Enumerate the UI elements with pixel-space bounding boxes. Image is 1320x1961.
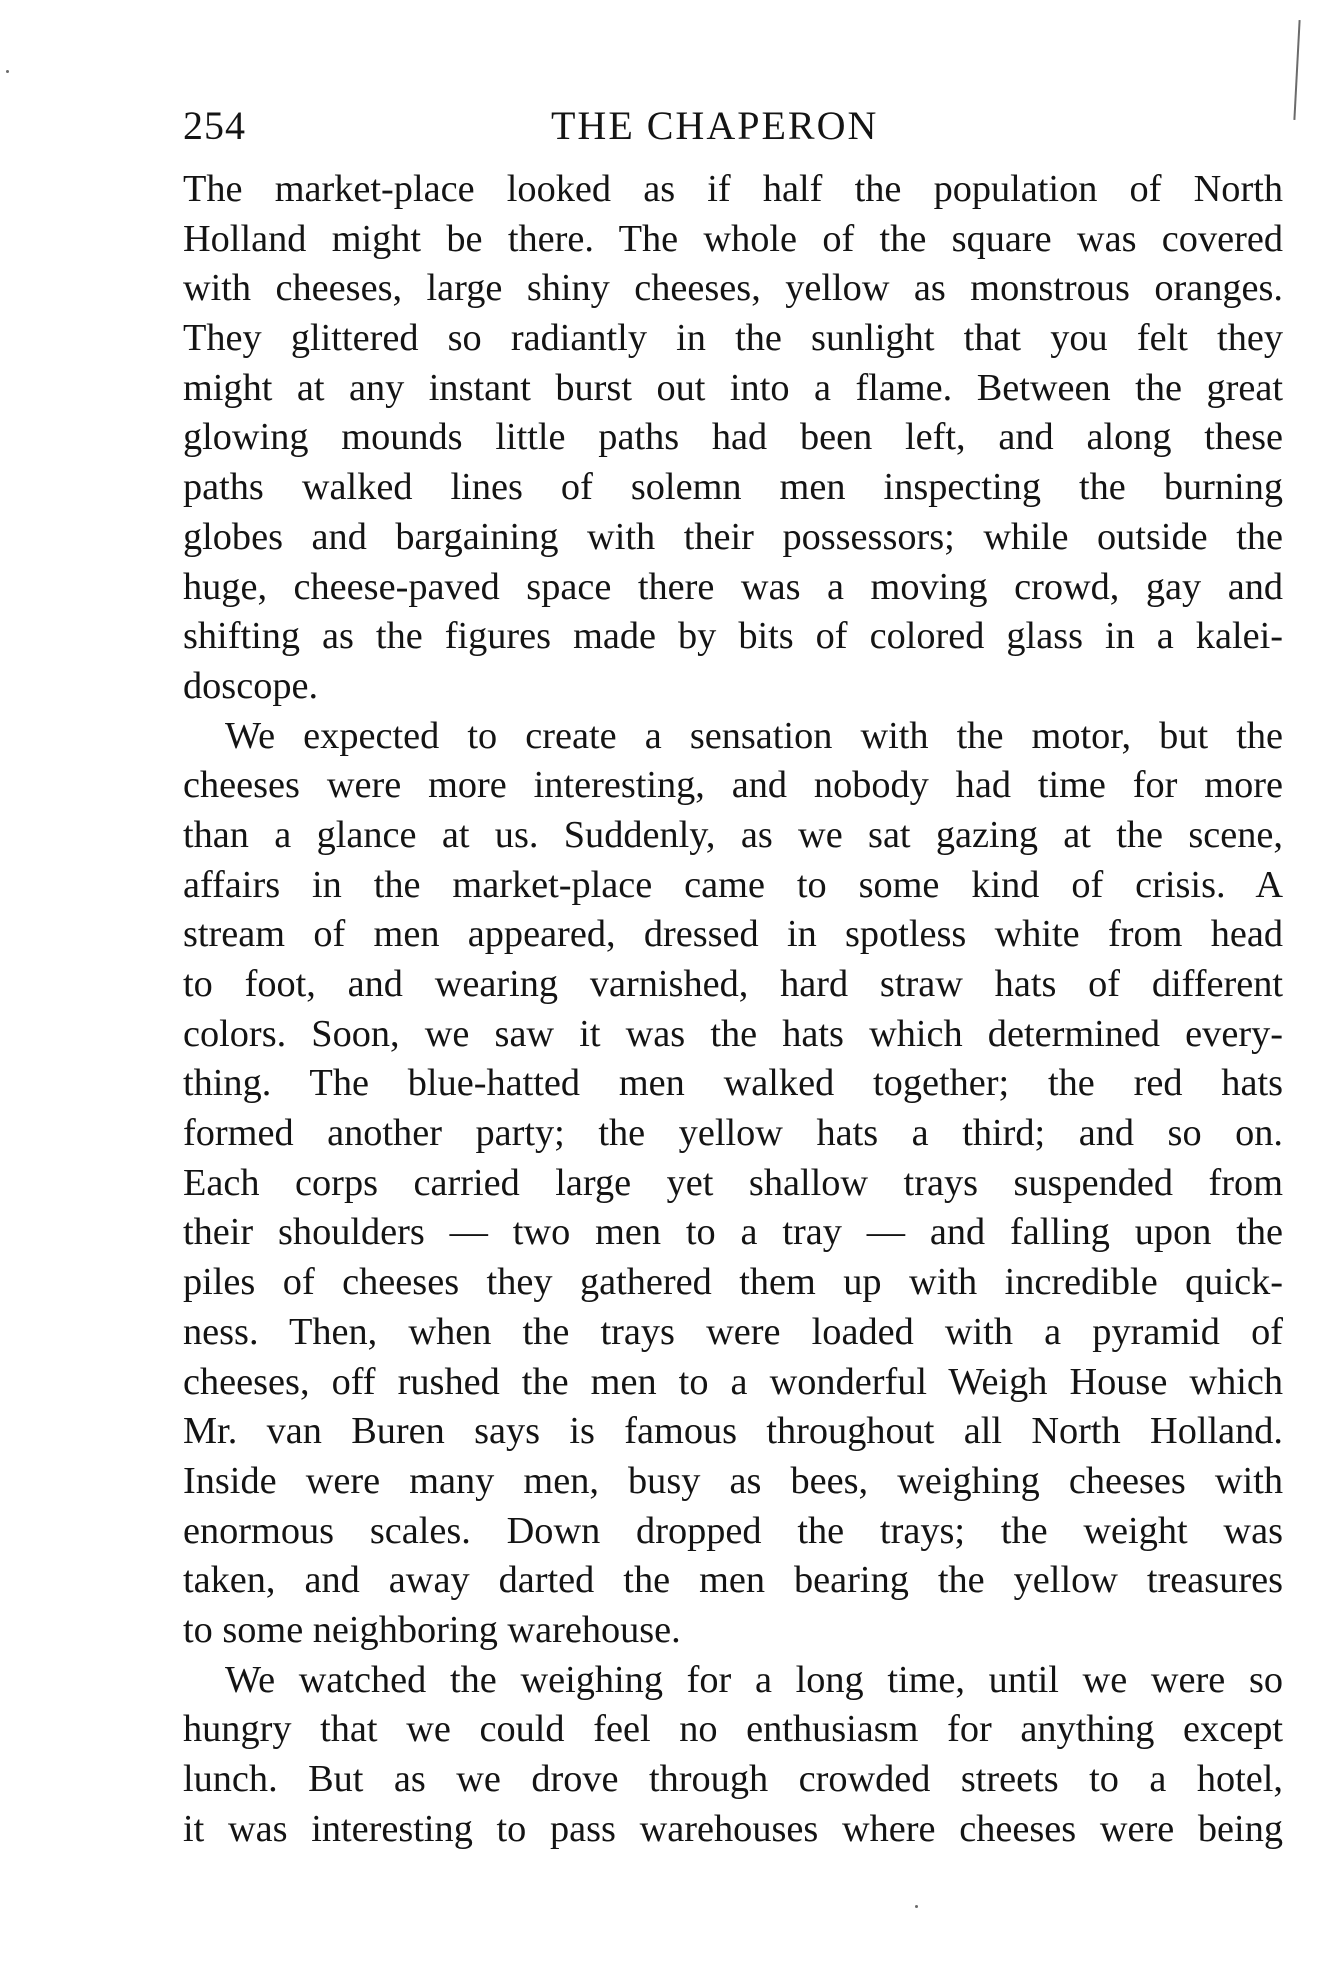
text-line: might at any instant burst out into a flame. Between the great: [183, 366, 1283, 409]
paragraph: [183, 712, 1283, 1656]
text-line: taken, and away darted the men bearing the yellow treasures: [183, 1559, 1283, 1602]
text-line: The market-place looked as if half the population of North: [183, 168, 1283, 210]
text-line: ness. Then, when the trays were loaded with a pyramid of: [183, 1310, 1283, 1353]
text-line: doscope.: [183, 664, 319, 707]
text-line: Mr. van Buren says is famous throughout all North Holland.: [183, 1410, 1283, 1453]
paragraph: [183, 1656, 1283, 1855]
text-line: stream of men appeared, dressed in spotless white from head: [183, 913, 1283, 956]
text-line: affairs in the market-place came to some kind of crisis. A: [183, 863, 1283, 906]
text-line: with cheeses, large shiny cheeses, yellow as monstrous oranges.: [183, 267, 1283, 310]
text-line: glowing mounds little paths had been left, and along these: [183, 416, 1283, 459]
text-line: enormous scales. Down dropped the trays; the weight was: [183, 1509, 1283, 1552]
text-line: piles of cheeses they gathered them up with incredible quick-: [183, 1261, 1283, 1304]
text-line: cheeses, off rushed the men to a wonderful Weigh House which: [183, 1360, 1283, 1403]
paragraph: [183, 165, 1283, 712]
scan-speck: [6, 70, 9, 73]
text-line: Each corps carried large yet shallow trays suspended from: [183, 1161, 1283, 1204]
text-line: shifting as the figures made by bits of colored glass in a kalei-: [183, 615, 1283, 658]
page-number: 254: [183, 103, 246, 148]
text-line: huge, cheese-paved space there was a moving crowd, gay and: [183, 565, 1283, 608]
text-line: paths walked lines of solemn men inspecting the burning: [183, 466, 1283, 509]
text-line: to foot, and wearing varnished, hard straw hats of different: [183, 963, 1283, 1005]
text-line: lunch. But as we drove through crowded streets to a hotel,: [183, 1758, 1283, 1800]
text-line: Inside were many men, busy as bees, weighing cheeses with: [183, 1459, 1283, 1502]
text-line: cheeses were more interesting, and nobody had time for more: [183, 764, 1283, 807]
text-line: than a glance at us. Suddenly, as we sat gazing at the scene,: [183, 813, 1283, 856]
text-line: thing. The blue-hatted men walked together; the red hats: [183, 1062, 1283, 1105]
text-line: it was interesting to pass warehouses where cheeses were being: [183, 1807, 1283, 1850]
text-line: hungry that we could feel no enthusiasm for anything except: [183, 1708, 1283, 1751]
text-line: to some neighboring warehouse.: [183, 1608, 681, 1651]
scan-edge-mark: [1293, 20, 1300, 120]
running-head: [183, 102, 1283, 150]
text-line: We watched the weighing for a long time, until we were so: [225, 1658, 1283, 1701]
text-line: globes and bargaining with their possessors; while outside the: [183, 515, 1283, 558]
text-line: Holland might be there. The whole of the square was covered: [183, 217, 1283, 260]
text-line: We expected to create a sensation with the motor, but the: [225, 714, 1283, 757]
text-line: formed another party; the yellow hats a third; and so on.: [183, 1112, 1283, 1155]
scan-speck: [915, 1905, 918, 1908]
body-text: [183, 165, 1283, 1854]
text-line: They glittered so radiantly in the sunlight that you felt they: [183, 317, 1283, 360]
text-line: their shoulders — two men to a tray — and falling upon the: [183, 1211, 1283, 1254]
text-line: colors. Soon, we saw it was the hats which determined every-: [183, 1012, 1283, 1055]
running-title: THE CHAPERON: [551, 103, 879, 148]
